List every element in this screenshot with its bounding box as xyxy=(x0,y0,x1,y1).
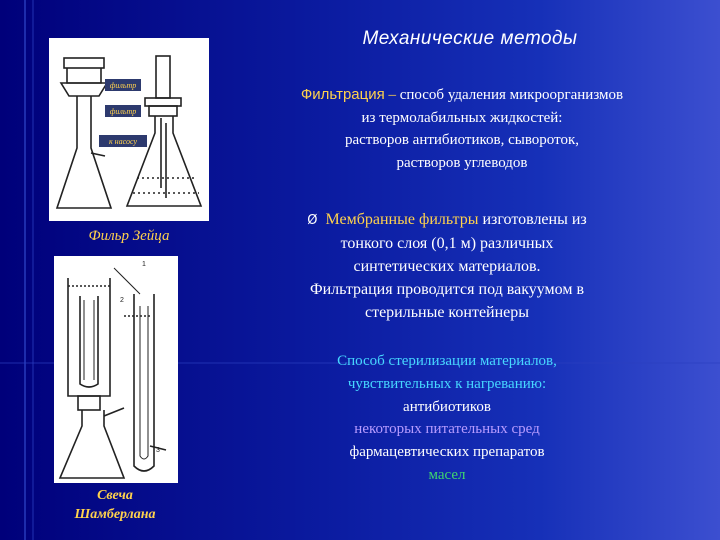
membrane-line-2: тонкого слоя (0,1 м) различных xyxy=(340,235,554,252)
sterilization-item: масел xyxy=(428,466,466,483)
seitz-filter-caption: Фильр Зейца xyxy=(88,228,170,244)
membrane-line-4: Фильтрация проводится под вакуумом в xyxy=(309,281,585,298)
label-pump: к насосу xyxy=(108,137,138,146)
membrane-line-1-text: изготовлены из xyxy=(478,211,587,228)
chamberland-candle-caption xyxy=(50,486,180,524)
filtration-definition xyxy=(232,84,692,174)
sterilization-item: некоторых питательных сред xyxy=(354,421,540,438)
marker-2: 2 xyxy=(120,297,124,304)
filtration-line-3: растворов антибиотиков, сывороток, xyxy=(344,132,580,148)
membrane-line-5: стерильные контейнеры xyxy=(364,304,530,321)
sterilization-item: антибиотиков xyxy=(403,398,491,415)
filtration-line-1-text: способ удаления микроорганизмов xyxy=(399,87,624,103)
label-filter: фильтр xyxy=(109,81,137,90)
sterilization-line-2: чувствительных к нагреванию: xyxy=(347,375,547,392)
bullet-arrow-icon: Ø xyxy=(307,213,318,228)
membrane-line-3: синтетических материалов. xyxy=(353,258,541,275)
decorative-vertical-line xyxy=(32,0,34,540)
filtration-dash: – xyxy=(384,87,400,103)
seitz-filter-figure xyxy=(49,38,209,221)
seitz-filter-drawing xyxy=(49,38,209,221)
membrane-line-1 xyxy=(252,208,642,232)
marker-1: 1 xyxy=(142,261,146,268)
marker-3: 3 xyxy=(156,447,160,454)
filtration-line-4: растворов углеводов xyxy=(396,154,528,171)
membrane-term: Мембранные фильтры xyxy=(325,211,479,228)
slide-title: Механические методы xyxy=(362,28,578,49)
chamberland-candle-figure xyxy=(54,256,178,483)
chamberland-candle-drawing xyxy=(54,256,178,483)
caption-line-1: Свеча xyxy=(97,488,133,503)
filtration-line-1 xyxy=(232,84,692,107)
sterilization-line-1: Способ стерилизации материалов, xyxy=(337,353,557,369)
caption-line-2: Шамберлана xyxy=(74,507,156,522)
membrane-filters-bullet xyxy=(252,208,642,324)
sterilization-list xyxy=(282,350,612,487)
filtration-term: Фильтрация xyxy=(300,86,385,103)
label-mesh: фильтр xyxy=(109,107,137,116)
filtration-line-2: из термолабильных жидкостей: xyxy=(361,109,563,126)
sterilization-item: фармацевтических препаратов xyxy=(349,444,545,461)
decorative-vertical-line xyxy=(24,0,26,540)
